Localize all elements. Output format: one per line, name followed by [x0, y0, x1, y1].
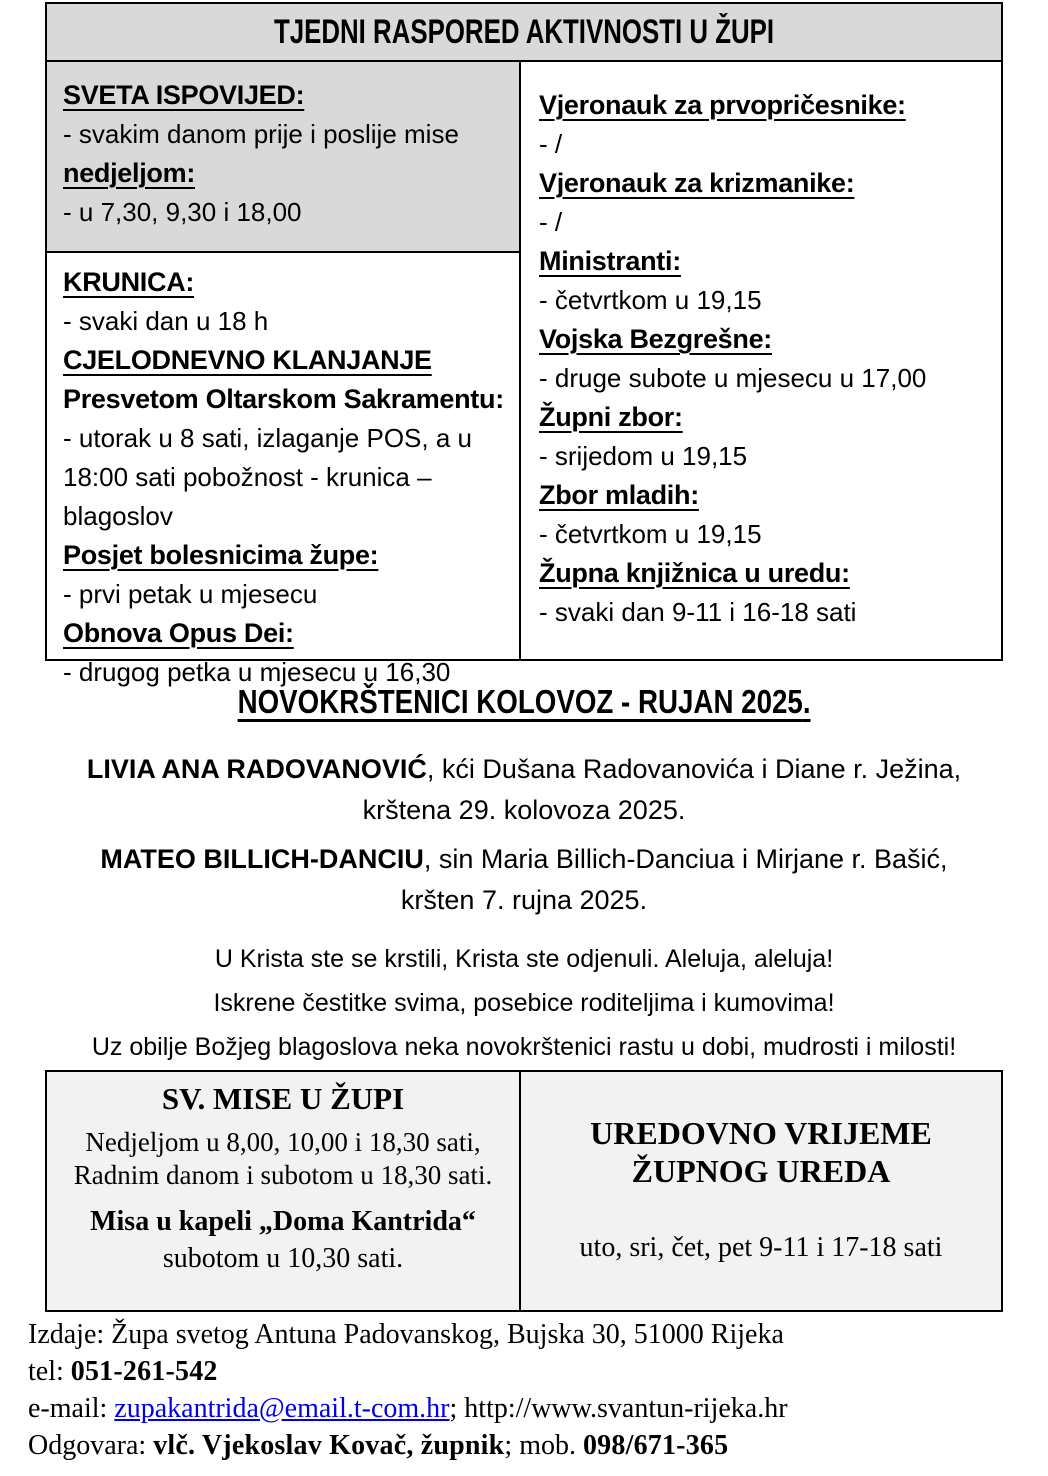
baptism-title	[0, 683, 1048, 721]
schedule-line: - svaki dan u 18 h	[63, 306, 269, 336]
mobile-label: ; mob.	[504, 1430, 583, 1461]
baptism-title-period: .	[802, 683, 811, 720]
office-hours-line: uto, sri, čet, pet 9-11 i 17-18 sati	[579, 1232, 943, 1263]
tel-number: 051-261-542	[70, 1356, 218, 1387]
office-hours-cell	[521, 1072, 1001, 1310]
mobile-number: 098/671-365	[582, 1430, 729, 1461]
responsible-name: vlč. Vjekoslav Kovač, župnik	[153, 1430, 505, 1461]
office-hours-title-line2: ŽUPNOG UREDA	[631, 1153, 891, 1189]
baptism-entry-rest: , kći Dušana Radovanovića i Diane r. Ježina,	[426, 754, 962, 784]
mass-times-title: SV. MISE U ŽUPI	[161, 1081, 405, 1116]
footer	[28, 1316, 1028, 1464]
email-separator: ;	[449, 1393, 465, 1424]
mass-times-cell	[47, 1072, 521, 1310]
email-link[interactable]: zupakantrida@email.t-com.hr	[114, 1393, 450, 1424]
schedule-heading: nedjeljom:	[63, 158, 196, 188]
weekly-schedule-table	[45, 2, 1003, 687]
schedule-left-top-cell	[47, 62, 519, 253]
schedule-line: - drugog petka u mjesecu u 16,30	[63, 657, 451, 687]
schedule-title-row	[47, 4, 1001, 62]
baptism-title-text: NOVOKRŠTENICI KOLOVOZ - RUJAN 2025	[237, 683, 803, 720]
blessing-block	[0, 937, 1048, 1069]
blessing-line: Iskrene čestitke svima, posebice roditeljima i kumovima!	[213, 989, 835, 1017]
schedule-left-bottom-cell	[47, 253, 519, 687]
footer-tel-line	[28, 1353, 1028, 1390]
baptism-entry-rest: , sin Maria Billich-Danciua i Mirjane r. Bašić,	[423, 844, 948, 874]
chapel-mass-line: Misa u kapeli „Doma Kantrida“	[90, 1206, 476, 1237]
baptism-entry-line	[0, 749, 1048, 790]
baptism-section	[0, 661, 1048, 1069]
schedule-line: - druge subote u mjesecu u 17,00	[539, 363, 927, 393]
office-hours-title	[531, 1114, 991, 1190]
schedule-heading: Zbor mladih:	[539, 480, 699, 510]
schedule-line: - /	[539, 207, 563, 237]
schedule-heading: Obnova Opus Dei:	[63, 618, 294, 648]
website-text: http://www.svantun-rijeka.hr	[464, 1393, 788, 1424]
schedule-heading: Ministranti:	[539, 246, 681, 276]
schedule-heading: Vojska Bezgrešne:	[539, 324, 772, 354]
schedule-line: - utorak u 8 sati, izlaganje POS, a u 18:00 sati pobožnost - krunica – blagoslov	[63, 423, 472, 531]
blessing-line: U Krista ste se krstili, Krista ste odjenuli. Aleluja, aleluja!	[214, 945, 834, 973]
schedule-left-column	[47, 62, 521, 687]
baptism-entry-date: krštena 29. kolovoza 2025.	[362, 795, 686, 825]
schedule-line: - četvrtkom u 19,15	[539, 519, 762, 549]
blessing-line: Uz obilje Božjeg blagoslova neka novokrštenici rastu u dobi, mudrosti i milosti!	[91, 1033, 957, 1061]
schedule-line: - svakim danom prije i poslije mise	[63, 119, 459, 149]
schedule-heading: CJELODNEVNO KLANJANJE	[63, 345, 432, 375]
schedule-title: TJEDNI RASPORED AKTIVNOSTI U ŽUPI	[273, 12, 775, 51]
schedule-heading: KRUNICA:	[63, 267, 195, 297]
schedule-body	[47, 62, 1001, 687]
schedule-right-cell	[521, 62, 1001, 659]
responsible-label: Odgovara:	[28, 1430, 154, 1461]
schedule-line: - srijedom u 19,15	[539, 441, 748, 471]
schedule-subheading: Presvetom Oltarskom Sakramentu:	[63, 384, 504, 414]
schedule-heading: Vjeronauk za prvopričesnike:	[539, 90, 906, 120]
schedule-heading: Posjet bolesnicima župe:	[63, 540, 379, 570]
baptism-entry-name: MATEO BILLICH-DANCIU	[100, 844, 424, 874]
schedule-heading: Župni zbor:	[539, 402, 683, 432]
schedule-heading: SVETA ISPOVIJED:	[63, 80, 305, 110]
baptism-entry-name: LIVIA ANA RADOVANOVIĆ	[86, 754, 427, 784]
footer-responsible-line	[28, 1427, 1028, 1464]
schedule-line: - četvrtkom u 19,15	[539, 285, 762, 315]
schedule-line: - svaki dan 9-11 i 16-18 sati	[539, 597, 857, 627]
footer-email-line	[28, 1390, 1028, 1427]
baptism-entry-date: kršten 7. rujna 2025.	[400, 885, 648, 915]
baptism-entry	[0, 839, 1048, 921]
mass-times-line: Nedjeljom u 8,00, 10,00 i 18,30 sati, Radnim danom i subotom u 18,30 sati.	[73, 1127, 493, 1190]
mass-times-table	[45, 1070, 1003, 1312]
baptism-entry-line	[0, 839, 1048, 880]
schedule-heading: Vjeronauk za krizmanike:	[539, 168, 855, 198]
schedule-line: - /	[539, 129, 563, 159]
office-hours-title-line1: UREDOVNO VRIJEME	[590, 1115, 932, 1151]
schedule-line: - u 7,30, 9,30 i 18,00	[63, 197, 302, 227]
schedule-heading: Župna knjižnica u uredu:	[539, 558, 850, 588]
schedule-line: - prvi petak u mjesecu	[63, 579, 318, 609]
chapel-mass-time: subotom u 10,30 sati.	[162, 1243, 404, 1274]
footer-publisher-line: Izdaje: Župa svetog Antuna Padovanskog, Bujska 30, 51000 Rijeka	[28, 1319, 784, 1350]
email-label: e-mail:	[28, 1393, 115, 1424]
tel-label: tel:	[28, 1356, 71, 1387]
baptism-entry	[0, 749, 1048, 831]
